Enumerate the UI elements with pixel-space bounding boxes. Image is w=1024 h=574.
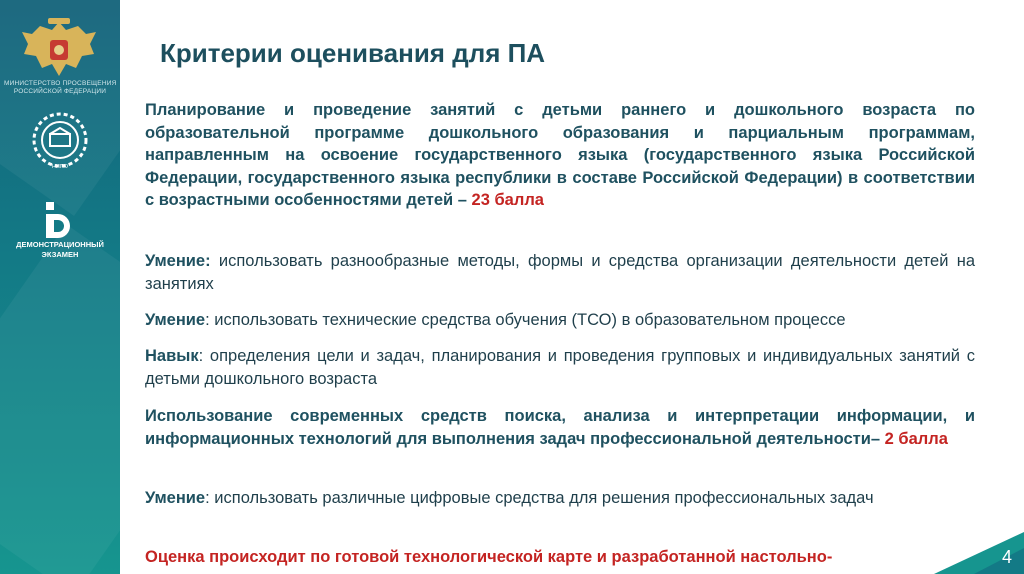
page-number: 4 — [1001, 547, 1012, 567]
ripo-logo-icon — [22, 110, 98, 186]
skill-1-label: Умение: — [145, 252, 211, 270]
ministry-label — [4, 80, 116, 96]
ministry-line-1: МИНИСТЕРСТВО ПРОСВЕЩЕНИЯ — [4, 80, 117, 87]
criterion-1-score: 23 балла — [471, 191, 544, 209]
skill-block-3 — [145, 345, 975, 390]
demo-exam-label — [0, 240, 120, 260]
demo-exam-logo-icon — [40, 198, 80, 238]
sidebar-decoration — [0, 224, 120, 574]
skill-block-1 — [145, 250, 975, 295]
skill-3-label: Навык — [145, 347, 199, 365]
ripo-label: НИПО — [51, 164, 69, 170]
demo-exam-line-1: ДЕМОНСТРАЦИОННЫЙ — [16, 240, 104, 249]
sidebar — [0, 0, 120, 574]
criterion-1-text: Планирование и проведение занятий с детьми раннего и дошкольного возраста по образовательной программе дошкольного образования и парциальным программам, направленным на освоение государственного языка (государственного языка Российской Федерации, государственного языка республики в составе Российской Федерации) в соответствии с возрастными особенностями детей – — [145, 101, 975, 209]
assessment-note — [145, 546, 975, 569]
criterion-block-2 — [145, 405, 975, 450]
skill-2-label: Умение — [145, 311, 206, 329]
demo-exam-line-2: ЭКЗАМЕН — [41, 250, 79, 259]
criterion-2-text: Использование современных средств поиска, анализа и интерпретации информации, и информационных технологий для выполнения задач профессиональной деятельности– — [145, 407, 975, 448]
skill-4-label: Умение — [145, 489, 206, 507]
skill-block-2 — [145, 309, 975, 332]
skill-3-text: : определения цели и задач, планирования и проведения групповых и индивидуальных занятий с детьми дошкольного возраста — [145, 347, 975, 388]
assessment-note-text: Оценка происходит по готовой технологической карте и разработанной настольно- — [145, 548, 833, 566]
skill-1-text: использовать разнообразные методы, формы и средства организации деятельности детей на занятиях — [145, 252, 975, 293]
page-title: Критерии оценивания для ПА — [160, 38, 546, 68]
skill-block-4 — [145, 487, 975, 510]
criterion-2-score: 2 балла — [884, 429, 948, 448]
skill-4-text: : использовать различные цифровые средства для решения профессиональных задач — [205, 489, 874, 507]
skill-2-text: : использовать технические средства обучения (ТСО) в образовательном процессе — [205, 311, 846, 329]
criterion-block-1 — [145, 99, 975, 212]
ministry-line-2: РОССИЙСКОЙ ФЕДЕРАЦИИ — [13, 88, 107, 95]
coat-of-arms-icon — [18, 16, 100, 80]
